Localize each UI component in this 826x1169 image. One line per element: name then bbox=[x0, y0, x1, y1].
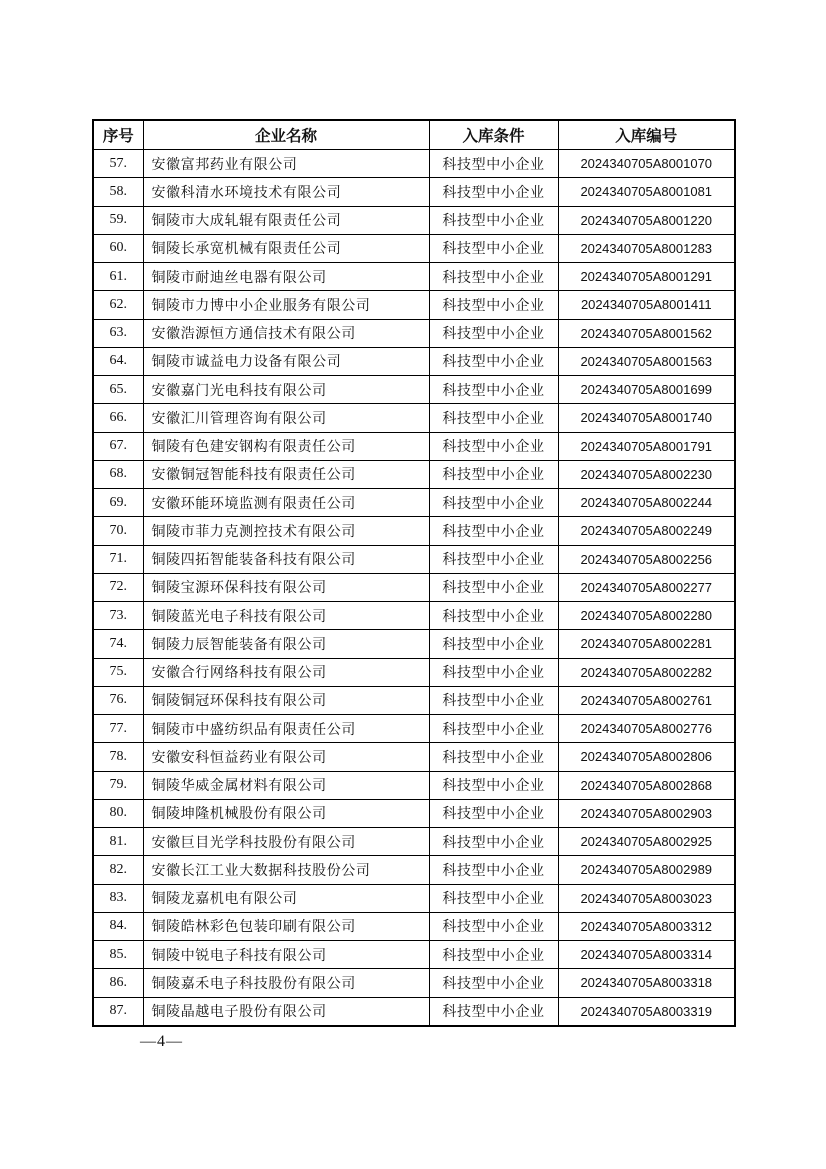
serial-number-cell: 59. bbox=[93, 206, 143, 234]
entry-condition-cell: 科技型中小企业 bbox=[429, 743, 558, 771]
entry-code-cell: 2024340705A8001791 bbox=[558, 432, 735, 460]
entry-condition-cell: 科技型中小企业 bbox=[429, 997, 558, 1026]
serial-number-cell: 83. bbox=[93, 884, 143, 912]
enterprise-name-cell: 安徽富邦药业有限公司 bbox=[143, 150, 429, 178]
serial-number-cell: 77. bbox=[93, 715, 143, 743]
enterprise-name-cell: 安徽安科恒益药业有限公司 bbox=[143, 743, 429, 771]
entry-condition-cell: 科技型中小企业 bbox=[429, 517, 558, 545]
enterprise-table bbox=[92, 119, 736, 1027]
serial-number-cell: 78. bbox=[93, 743, 143, 771]
entry-code-cell: 2024340705A8001740 bbox=[558, 404, 735, 432]
entry-condition-cell: 科技型中小企业 bbox=[429, 263, 558, 291]
entry-condition-cell: 科技型中小企业 bbox=[429, 291, 558, 319]
entry-condition-cell: 科技型中小企业 bbox=[429, 912, 558, 940]
entry-condition-cell: 科技型中小企业 bbox=[429, 715, 558, 743]
entry-code-cell: 2024340705A8001283 bbox=[558, 234, 735, 262]
entry-condition-cell: 科技型中小企业 bbox=[429, 489, 558, 517]
header-serial-number: 序号 bbox=[93, 120, 143, 150]
serial-number-cell: 73. bbox=[93, 602, 143, 630]
entry-code-cell: 2024340705A8002282 bbox=[558, 658, 735, 686]
serial-number-cell: 85. bbox=[93, 941, 143, 969]
entry-condition-cell: 科技型中小企业 bbox=[429, 319, 558, 347]
serial-number-cell: 80. bbox=[93, 799, 143, 827]
enterprise-name-cell: 铜陵市中盛纺织品有限责任公司 bbox=[143, 715, 429, 743]
entry-code-cell: 2024340705A8001081 bbox=[558, 178, 735, 206]
entry-code-cell: 2024340705A8002989 bbox=[558, 856, 735, 884]
serial-number-cell: 72. bbox=[93, 573, 143, 601]
serial-number-cell: 82. bbox=[93, 856, 143, 884]
entry-code-cell: 2024340705A8002806 bbox=[558, 743, 735, 771]
table-row bbox=[93, 517, 735, 545]
serial-number-cell: 79. bbox=[93, 771, 143, 799]
table-row bbox=[93, 912, 735, 940]
table-row bbox=[93, 263, 735, 291]
page-number: —4— bbox=[140, 1033, 183, 1050]
entry-code-cell: 2024340705A8002256 bbox=[558, 545, 735, 573]
entry-condition-cell: 科技型中小企业 bbox=[429, 658, 558, 686]
entry-code-cell: 2024340705A8002281 bbox=[558, 630, 735, 658]
entry-code-cell: 2024340705A8003314 bbox=[558, 941, 735, 969]
table-row bbox=[93, 432, 735, 460]
enterprise-name-cell: 铜陵蓝光电子科技有限公司 bbox=[143, 602, 429, 630]
table-row bbox=[93, 319, 735, 347]
enterprise-name-cell: 安徽巨目光学科技股份有限公司 bbox=[143, 828, 429, 856]
enterprise-name-cell: 安徽长江工业大数据科技股份公司 bbox=[143, 856, 429, 884]
enterprise-name-cell: 铜陵市大成轧辊有限责任公司 bbox=[143, 206, 429, 234]
table-row bbox=[93, 771, 735, 799]
entry-condition-cell: 科技型中小企业 bbox=[429, 347, 558, 375]
entry-condition-cell: 科技型中小企业 bbox=[429, 602, 558, 630]
serial-number-cell: 69. bbox=[93, 489, 143, 517]
table-row bbox=[93, 376, 735, 404]
enterprise-name-cell: 铜陵市诚益电力设备有限公司 bbox=[143, 347, 429, 375]
entry-condition-cell: 科技型中小企业 bbox=[429, 432, 558, 460]
entry-code-cell: 2024340705A8002277 bbox=[558, 573, 735, 601]
enterprise-name-cell: 铜陵皓林彩色包装印刷有限公司 bbox=[143, 912, 429, 940]
entry-condition-cell: 科技型中小企业 bbox=[429, 404, 558, 432]
enterprise-name-cell: 铜陵龙嘉机电有限公司 bbox=[143, 884, 429, 912]
serial-number-cell: 84. bbox=[93, 912, 143, 940]
entry-code-cell: 2024340705A8003312 bbox=[558, 912, 735, 940]
entry-code-cell: 2024340705A8002280 bbox=[558, 602, 735, 630]
serial-number-cell: 74. bbox=[93, 630, 143, 658]
enterprise-name-cell: 安徽嘉门光电科技有限公司 bbox=[143, 376, 429, 404]
table-row bbox=[93, 969, 735, 997]
table-row bbox=[93, 686, 735, 714]
table-row bbox=[93, 573, 735, 601]
table-row bbox=[93, 941, 735, 969]
table-row bbox=[93, 799, 735, 827]
entry-condition-cell: 科技型中小企业 bbox=[429, 376, 558, 404]
table-row bbox=[93, 856, 735, 884]
entry-condition-cell: 科技型中小企业 bbox=[429, 150, 558, 178]
enterprise-name-cell: 铜陵晶越电子股份有限公司 bbox=[143, 997, 429, 1026]
entry-code-cell: 2024340705A8001220 bbox=[558, 206, 735, 234]
serial-number-cell: 68. bbox=[93, 460, 143, 488]
table-row bbox=[93, 404, 735, 432]
entry-code-cell: 2024340705A8002244 bbox=[558, 489, 735, 517]
serial-number-cell: 57. bbox=[93, 150, 143, 178]
enterprise-name-cell: 铜陵铜冠环保科技有限公司 bbox=[143, 686, 429, 714]
serial-number-cell: 66. bbox=[93, 404, 143, 432]
enterprise-name-cell: 铜陵有色建安钢构有限责任公司 bbox=[143, 432, 429, 460]
serial-number-cell: 87. bbox=[93, 997, 143, 1026]
table-body bbox=[93, 150, 735, 1026]
entry-code-cell: 2024340705A8002776 bbox=[558, 715, 735, 743]
entry-code-cell: 2024340705A8001562 bbox=[558, 319, 735, 347]
entry-code-cell: 2024340705A8002230 bbox=[558, 460, 735, 488]
enterprise-name-cell: 铜陵中锐电子科技有限公司 bbox=[143, 941, 429, 969]
serial-number-cell: 86. bbox=[93, 969, 143, 997]
serial-number-cell: 76. bbox=[93, 686, 143, 714]
enterprise-name-cell: 铜陵宝源环保科技有限公司 bbox=[143, 573, 429, 601]
table-row bbox=[93, 997, 735, 1026]
entry-condition-cell: 科技型中小企业 bbox=[429, 969, 558, 997]
entry-code-cell: 2024340705A8002761 bbox=[558, 686, 735, 714]
entry-code-cell: 2024340705A8001699 bbox=[558, 376, 735, 404]
enterprise-name-cell: 安徽铜冠智能科技有限责任公司 bbox=[143, 460, 429, 488]
entry-condition-cell: 科技型中小企业 bbox=[429, 686, 558, 714]
enterprise-name-cell: 铜陵华威金属材料有限公司 bbox=[143, 771, 429, 799]
serial-number-cell: 65. bbox=[93, 376, 143, 404]
entry-code-cell: 2024340705A8001411 bbox=[558, 291, 735, 319]
entry-condition-cell: 科技型中小企业 bbox=[429, 941, 558, 969]
table-header-row bbox=[93, 120, 735, 150]
entry-condition-cell: 科技型中小企业 bbox=[429, 460, 558, 488]
serial-number-cell: 61. bbox=[93, 263, 143, 291]
serial-number-cell: 75. bbox=[93, 658, 143, 686]
serial-number-cell: 71. bbox=[93, 545, 143, 573]
enterprise-name-cell: 安徽科清水环境技术有限公司 bbox=[143, 178, 429, 206]
table-row bbox=[93, 884, 735, 912]
entry-condition-cell: 科技型中小企业 bbox=[429, 884, 558, 912]
entry-code-cell: 2024340705A8001291 bbox=[558, 263, 735, 291]
serial-number-cell: 62. bbox=[93, 291, 143, 319]
entry-condition-cell: 科技型中小企业 bbox=[429, 573, 558, 601]
entry-code-cell: 2024340705A8001070 bbox=[558, 150, 735, 178]
header-entry-code: 入库编号 bbox=[558, 120, 735, 150]
entry-condition-cell: 科技型中小企业 bbox=[429, 799, 558, 827]
table-row bbox=[93, 234, 735, 262]
entry-code-cell: 2024340705A8002925 bbox=[558, 828, 735, 856]
table-row bbox=[93, 150, 735, 178]
table-row bbox=[93, 630, 735, 658]
entry-code-cell: 2024340705A8002249 bbox=[558, 517, 735, 545]
table-row bbox=[93, 743, 735, 771]
entry-condition-cell: 科技型中小企业 bbox=[429, 545, 558, 573]
table-row bbox=[93, 460, 735, 488]
header-enterprise-name: 企业名称 bbox=[143, 120, 429, 150]
enterprise-name-cell: 安徽环能环境监测有限责任公司 bbox=[143, 489, 429, 517]
entry-code-cell: 2024340705A8002868 bbox=[558, 771, 735, 799]
enterprise-name-cell: 铜陵嘉禾电子科技股份有限公司 bbox=[143, 969, 429, 997]
enterprise-name-cell: 铜陵四拓智能装备科技有限公司 bbox=[143, 545, 429, 573]
enterprise-name-cell: 安徽汇川管理咨询有限公司 bbox=[143, 404, 429, 432]
table-row bbox=[93, 291, 735, 319]
entry-code-cell: 2024340705A8001563 bbox=[558, 347, 735, 375]
entry-condition-cell: 科技型中小企业 bbox=[429, 828, 558, 856]
table-row bbox=[93, 347, 735, 375]
serial-number-cell: 81. bbox=[93, 828, 143, 856]
table-row bbox=[93, 178, 735, 206]
serial-number-cell: 58. bbox=[93, 178, 143, 206]
enterprise-name-cell: 铜陵市菲力克测控技术有限公司 bbox=[143, 517, 429, 545]
enterprise-name-cell: 铜陵长承宽机械有限责任公司 bbox=[143, 234, 429, 262]
entry-code-cell: 2024340705A8003023 bbox=[558, 884, 735, 912]
enterprise-name-cell: 铜陵坤隆机械股份有限公司 bbox=[143, 799, 429, 827]
table-row bbox=[93, 828, 735, 856]
entry-code-cell: 2024340705A8003318 bbox=[558, 969, 735, 997]
entry-condition-cell: 科技型中小企业 bbox=[429, 771, 558, 799]
serial-number-cell: 67. bbox=[93, 432, 143, 460]
entry-condition-cell: 科技型中小企业 bbox=[429, 234, 558, 262]
header-entry-condition: 入库条件 bbox=[429, 120, 558, 150]
serial-number-cell: 60. bbox=[93, 234, 143, 262]
enterprise-name-cell: 铜陵市力博中小企业服务有限公司 bbox=[143, 291, 429, 319]
table-row bbox=[93, 206, 735, 234]
enterprise-name-cell: 安徽合行网络科技有限公司 bbox=[143, 658, 429, 686]
table-row bbox=[93, 489, 735, 517]
table-row bbox=[93, 545, 735, 573]
enterprise-name-cell: 铜陵力辰智能装备有限公司 bbox=[143, 630, 429, 658]
entry-condition-cell: 科技型中小企业 bbox=[429, 206, 558, 234]
serial-number-cell: 63. bbox=[93, 319, 143, 347]
entry-code-cell: 2024340705A8003319 bbox=[558, 997, 735, 1026]
table-row bbox=[93, 715, 735, 743]
serial-number-cell: 64. bbox=[93, 347, 143, 375]
enterprise-name-cell: 安徽浩源恒方通信技术有限公司 bbox=[143, 319, 429, 347]
entry-condition-cell: 科技型中小企业 bbox=[429, 178, 558, 206]
entry-condition-cell: 科技型中小企业 bbox=[429, 856, 558, 884]
table-row bbox=[93, 602, 735, 630]
entry-condition-cell: 科技型中小企业 bbox=[429, 630, 558, 658]
enterprise-name-cell: 铜陵市耐迪丝电器有限公司 bbox=[143, 263, 429, 291]
entry-code-cell: 2024340705A8002903 bbox=[558, 799, 735, 827]
serial-number-cell: 70. bbox=[93, 517, 143, 545]
table-row bbox=[93, 658, 735, 686]
